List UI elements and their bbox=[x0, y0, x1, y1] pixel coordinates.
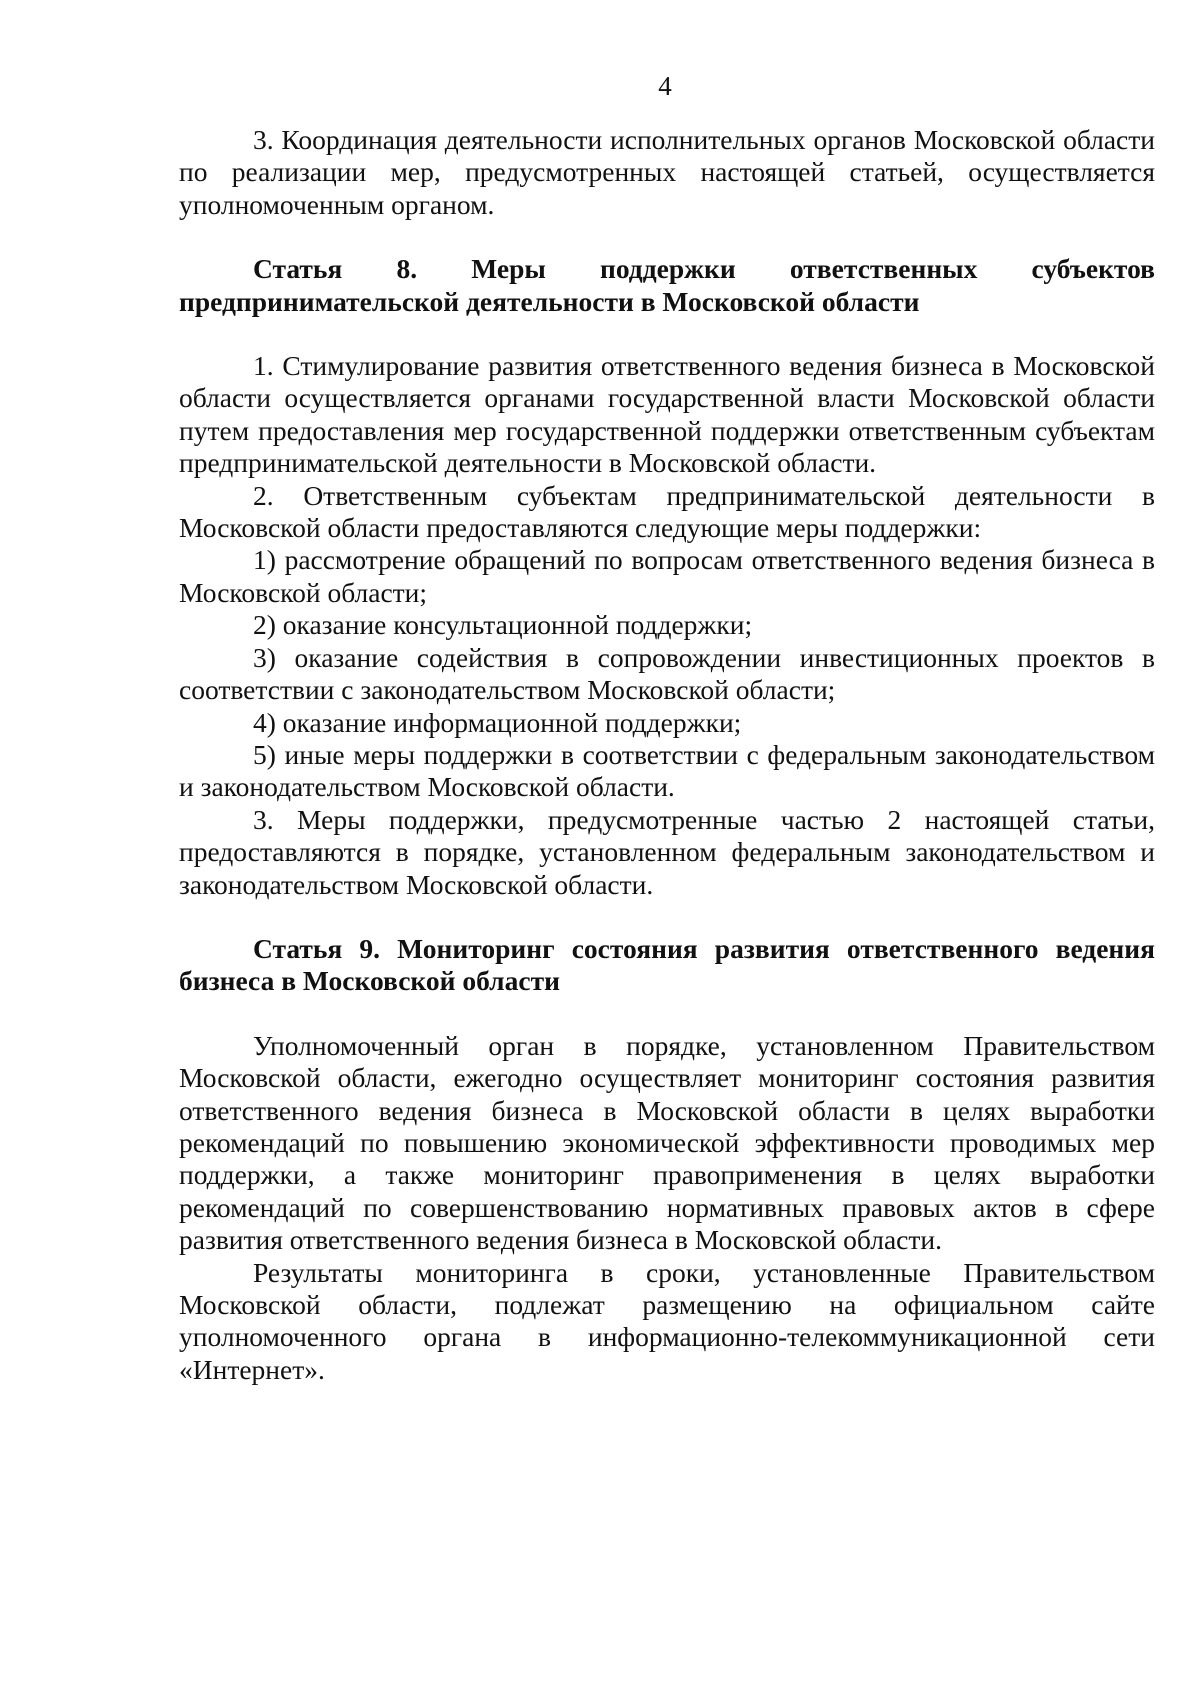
article7-part3: 3. Координация деятельности исполнительных органов Московской области по реализации мер, предусмотренных настоящей статьей, осуществляется уполномоченным органом. bbox=[179, 124, 1155, 220]
spacer bbox=[179, 318, 1155, 350]
document-body bbox=[179, 124, 1155, 1386]
article-9 bbox=[179, 933, 1155, 1386]
article-8-item2: 2) оказание консультационной поддержки; bbox=[253, 609, 753, 641]
article-9-paragraph2: Результаты мониторинга в сроки, установленные Правительством Московской области, подлежат размещению на официальном сайте уполномоченного органа в информационно-телекоммуникационной сети «Интернет». bbox=[179, 1256, 1155, 1385]
spacer bbox=[179, 998, 1155, 1030]
article-8-heading: Статья 8. Меры поддержки ответственных субъектов предпринимательской деятельности в Московской области bbox=[179, 253, 1155, 317]
article-9-heading: Статья 9. Мониторинг состояния развития ответственного ведения бизнеса в Московской области bbox=[179, 932, 1155, 997]
article-8-item5: 5) иные меры поддержки в соответствии с федеральным законодательством и законодательством Московской области. bbox=[179, 738, 1155, 803]
article-8-part1: 1. Стимулирование развития ответственного ведения бизнеса в Московской области осуществляется органами государственной власти Московской области путем предоставления мер государственной поддержки ответственным субъектам предпринимательской деятельности в Московской области. bbox=[179, 350, 1155, 479]
article-8-item1: 1) рассмотрение обращений по вопросам ответственного ведения бизнеса в Московской области; bbox=[179, 544, 1155, 608]
article-8-item4: 4) оказание информационной поддержки; bbox=[253, 706, 742, 738]
article-8-part2: 2. Ответственным субъектам предпринимательской деятельности в Московской области предоставляются следующие меры поддержки: bbox=[179, 479, 1155, 544]
spacer bbox=[179, 221, 1155, 253]
article-8 bbox=[179, 253, 1155, 901]
article-8-part3: 3. Меры поддержки, предусмотренные частью 2 настоящей статьи, предоставляются в порядке, установленном федеральным законодательством и законодательством Московской области. bbox=[179, 803, 1155, 900]
page-number: 4 bbox=[658, 71, 672, 101]
spacer bbox=[179, 901, 1155, 933]
article-9-paragraph1: Уполномоченный орган в порядке, установленном Правительством Московской области, ежегодно осуществляет мониторинг состояния развития ответственного ведения бизнеса в Московской области в целях выработки рекомендаций по повышению экономической эффективности проводимых мер поддержки, а также мониторинг правоприменения в целях выработки рекомендаций по совершенствованию нормативных правовых актов в сфере развития ответственного ведения бизнеса в Московской области. bbox=[179, 1029, 1155, 1256]
article-8-item3: 3) оказание содействия в сопровождении инвестиционных проектов в соответствии с законодательством Московской области; bbox=[179, 641, 1155, 706]
